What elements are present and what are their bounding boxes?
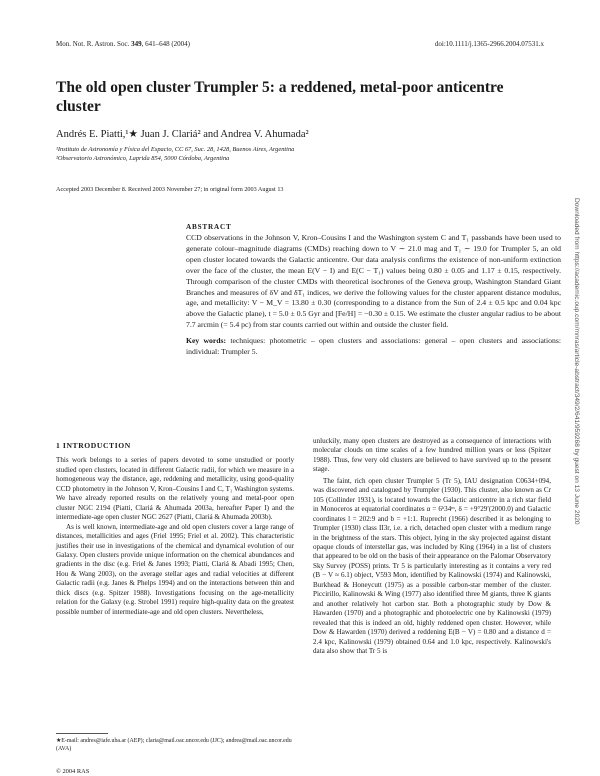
section-heading-introduction: 1 INTRODUCTION	[56, 441, 131, 450]
abstract-text: CCD observations in the Johnson V, Kron–Cousins I and the Washington system C and T₁ passbands have been used to generate colour–magnitude diagrams (CMDs) reaching down to V ∼ 21.0 mag and T₁ ∼ 19.0 for Trumpler 5, an old open cluster located towards the Galactic anticentre. Our data analysis confirms the existence of non-uniform extinction over the face of the cluster, the mean E(V − I) and E(C − T₁) values being 0.80 ± 0.05 and 1.17 ± 0.15, respectively. Through comparison of the cluster CMDs with theoretical isochrones of the Geneva group, Washington Standard Giant Branches and measures of δV and δT₁ indices, we derive the following values for the cluster apparent distance modulus, age, and metallicity: V − M_V = 13.80 ± 0.30 (corresponding to a distance from the Sun of 2.4 ± 0.5 kpc and 0.04 kpc above the Galactic plane), t = 5.0 ± 0.5 Gyr and [Fe/H] = −0.30 ± 0.15. We estimate the cluster angular radius to be about 7.7 arcmin (= 5.4 pc) from star counts carried out within and outside the cluster field.	[186, 233, 561, 330]
journal-volume: 349	[131, 40, 142, 48]
journal-pages: , 641–648 (2004)	[141, 40, 190, 48]
keywords-label: Key words:	[186, 336, 227, 346]
intro-paragraph-4: The faint, rich open cluster Trumpler 5 (Tr 5), IAU designation C0634+094, was discovered and catalogued by Trumpler (1930). This cluster, also known as Cr 105 (Collinder 1931), is located towards the Galactic anticentre in a rich star field in Monoceros at equatorial coordinates α = 6ʰ34ᵐ, δ = +9°29′(2000.0) and Galactic coordinates l = 202:9 and b = +1:1. Ruprecht (1966) described it as belonging to Trumpler (1930) class II3r, i.e. a rich, detached open cluster with a medium range in the brightness of the stars. This object, lying in the sky projected against distant opaque clouds of interstellar gas, was included by King (1964) in a list of clusters that appeared to be old on the basis of their appearance on the Palomar Observatory Sky Survey (POSS) prints. Tr 5 is particularly interesting as it contains a very red (B − V ≈ 6.1) object, V593 Mon, identified by Kalinowski (1974) and Kalinowski, Burkhead & Honeycutt (1975) as a possible carbon-star member of the cluster. Piccirillo, Kalinowski & Wing (1977) also identified three M giants, three K giants and another relatively hot carbon star. Both a photographic study by Dow & Hawarden (1970) and a photographic and photoelectric one by Kalinowski (1979) revealed that this is indeed an old, highly reddened open cluster. However, while Dow & Hawarden (1970) derived a reddening E(B − V) = 0.80 and a distance d = 2.4 kpc, Kalinowski (1979) obtained 0.64 and 1.0 kpc, respectively. Kalinowski's data also show that Tr 5 is	[313, 476, 551, 655]
copyright: © 2004 RAS	[56, 768, 90, 775]
intro-paragraph-2: As is well known, intermediate-age and old open clusters cover a large range of distances, metallicities and ages (Friel 1995; Friel et al. 2002). This characteristic justifies their use in investigations of the chemical and dynamical evolution of our Galaxy. Open clusters provide unique information on the chemical abundances and gradients in the disc (e.g. Friel & Janes 1993; Piatti, Clariá & Abadi 1995; Chen, Hou & Wang 2003), on the average stellar ages and radial velocities at different Galactic radii (e.g. Janes & Phelps 1994) and on the interactions between thin and thick discs (e.g. Spitzer 1988). Investigations focusing on the age-metallicity relation for the Galaxy (e.g. Strobel 1991) require high-quality data on the greatest possible number of intermediate-age and old open clusters. Nevertheless,	[56, 522, 294, 616]
keywords	[186, 336, 561, 358]
footnote-rule	[56, 733, 108, 734]
abstract-heading: ABSTRACT	[186, 223, 232, 231]
accepted-dates: Accepted 2003 December 8. Received 2003 November 27; in original form 2003 August 13	[56, 186, 284, 193]
footnote-email: ★E-mail: andres@iafe.uba.ar (AEP); claria@mail.oac.uncor.edu (JJC); andrea@mail.oac.uncor.edu (AVA)	[56, 738, 292, 752]
affiliation-1: ¹Instituto de Astronomía y Física del Espacio, CC 67, Suc. 28, 1428, Buenos Aires, Argentina	[56, 146, 295, 153]
intro-paragraph-1: This work belongs to a series of papers devoted to some unstudied or poorly studied open clusters, located in different Galactic radii, for which we measure in a homogeneous way the distance, age, reddening and metallicity, using good-quality CCD photometry in the Johnson V, Kron–Cousins I and C, T₁ Washington systems. We have already reported results on the relatively young and metal-poor open cluster NGC 2194 (Piatti, Clariá & Ahumada 2003a, hereafter Paper I) and the intermediate-age open cluster NGC 2627 (Piatti, Clariá & Ahumada 2003b).	[56, 456, 294, 522]
affiliation-2: ²Observatorio Astronómico, Laprida 854, 5000 Córdoba, Argentina	[56, 155, 230, 162]
author-list: Andrés E. Piatti,¹★ Juan J. Clariá² and Andrea V. Ahumada²	[56, 129, 309, 140]
left-column	[56, 441, 294, 617]
running-header-journal	[56, 40, 190, 48]
intro-paragraph-3: unluckily, many open clusters are destroyed as a consequence of interactions with molecular clouds on time scales of a few hundred million years or less (Spitzer 1988). Thus, few very old clusters are believed to have survived up to the present stage.	[313, 437, 551, 474]
abstract-section	[186, 223, 561, 358]
download-watermark: Downloaded from https://academic.oup.com/mnras/article-abstract/349/2/641/959268 by guest on 13 June 2020	[573, 198, 580, 525]
journal-name: Mon. Not. R. Astron. Soc.	[56, 40, 130, 48]
doi-link[interactable]: doi:10.1111/j.1365-2966.2004.07531.x	[434, 40, 544, 48]
right-column	[313, 437, 551, 656]
paper-title: The old open cluster Trumpler 5: a reddened, metal-poor anticentre cluster	[56, 79, 504, 115]
keywords-text: techniques: photometric – open clusters and associations: general – open clusters and associations: individual: Trumpler 5.	[186, 336, 561, 357]
